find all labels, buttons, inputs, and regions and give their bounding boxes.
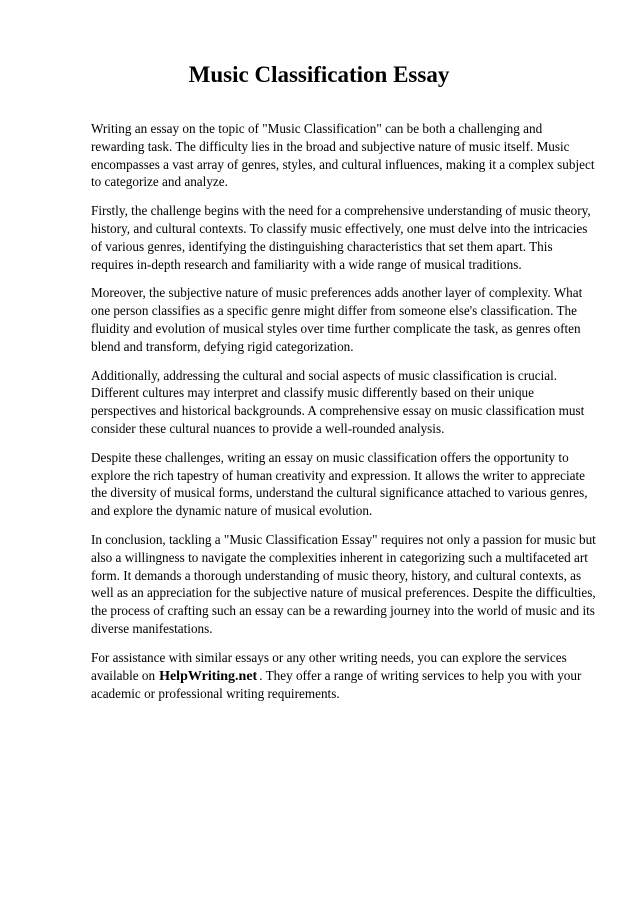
paragraph-conclusion: In conclusion, tackling a "Music Classification Essay" requires not only a passion for music but also a willingness to navigate the complexities inherent in categorizing such a multifaceted art form. It demands a thorough understanding of music theory, history, and cultural contexts, as well as an appreciation for the subjective nature of musical preferences. Despite the difficulties, the process of crafting such an essay can be a rewarding journey into the world of music and its diverse manifestations. <box>91 531 596 636</box>
paragraph-intro: Writing an essay on the topic of "Music Classification" can be both a challenging and rewarding task. The difficulty lies in the broad and subjective nature of music itself. Music encompasses a vast array of genres, styles, and cultural influences, making it a complex subject to categorize and analyze. <box>91 121 595 190</box>
page-title: Music Classification Essay <box>188 62 450 87</box>
paragraph-closing <box>91 649 597 703</box>
closing-text-before-link: For assistance with similar essays or any other writing needs, you can explore the services available on <box>91 649 567 683</box>
paragraph-moreover: Moreover, the subjective nature of music preferences adds another layer of complexity. What one person classifies as a specific genre might differ from someone else's classification. The fluidity and evolution of musical styles over time further complicate the task, as genres often blend and transform, defying rigid categorization. <box>91 285 583 354</box>
paragraph-firstly: Firstly, the challenge begins with the need for a comprehensive understanding of music theory, history, and cultural contexts. To classify music effectively, one must delve into the intricacies of various genres, identifying the distinguishing characteristics that set them apart. This requires in-depth research and familiarity with a wide range of musical traditions. <box>91 203 591 272</box>
closing-text-after-link: . They offer a range of writing services to help you with your academic or professional writing requirements. <box>91 667 582 702</box>
paragraph-additionally: Additionally, addressing the cultural and social aspects of music classification is crucial. Different cultures may interpret and classify music differently based on their unique perspectives and historical backgrounds. A comprehensive essay on music classification must consider these cultural nuances to provide a well-rounded analysis. <box>91 367 585 436</box>
essay-body <box>91 120 597 714</box>
paragraph-despite: Despite these challenges, writing an essay on music classification offers the opportunity to explore the rich tapestry of human creativity and expression. It allows the writer to appreciate the diversity of musical forms, understand the cultural significance attached to various genres, and explore the dynamic nature of musical evolution. <box>91 449 588 519</box>
helpwriting-link[interactable]: HelpWriting.net <box>159 668 258 684</box>
